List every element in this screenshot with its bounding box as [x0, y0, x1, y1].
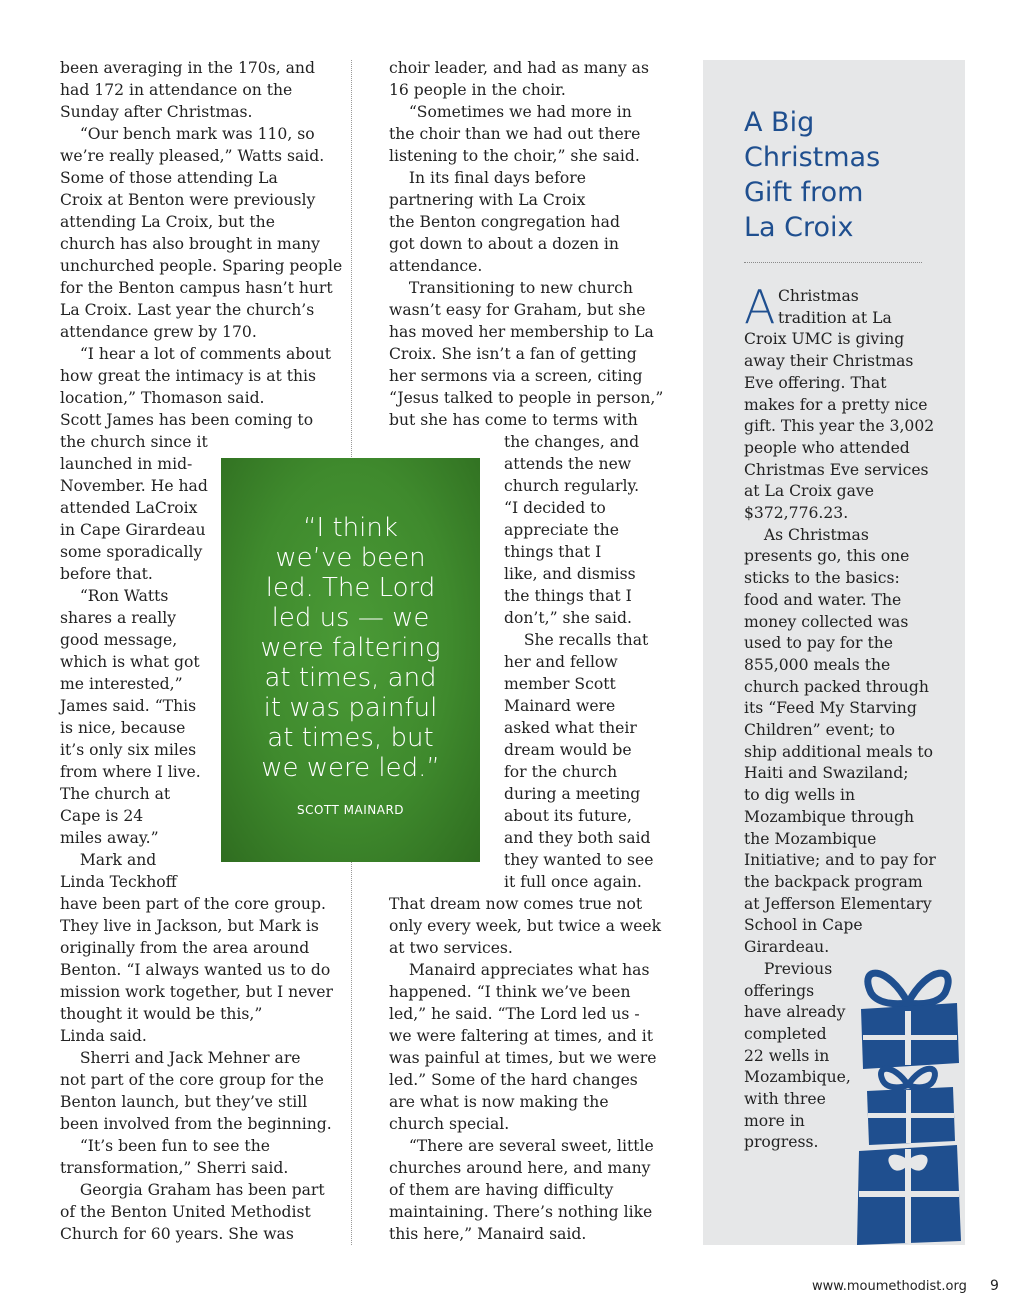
article-line: Church for 60 years. She was — [60, 1225, 294, 1243]
article-line: “Sometimes we had more in — [389, 103, 632, 121]
sidebar-line: 22 wells in — [744, 1046, 830, 1065]
gift-stack-icon — [853, 945, 963, 1245]
sidebar-line: the backpack program — [744, 872, 923, 891]
article-line: “I hear a lot of comments about — [60, 345, 332, 363]
article-line: have been part of the core group. — [60, 895, 326, 913]
article-line: and they both said — [504, 829, 651, 847]
article-line: mission work together, but I never — [60, 983, 333, 1001]
article-line: wasn’t easy for Graham, but she — [389, 301, 646, 319]
pull-quote-line: at times, and — [264, 663, 437, 693]
article-line: appreciate the — [504, 521, 619, 539]
sidebar-line: Children” event; to — [744, 721, 896, 740]
article-line: Benton launch, but they’ve still — [60, 1093, 308, 1111]
article-line: things that I — [504, 543, 602, 561]
sidebar-line: tradition at La — [778, 308, 892, 327]
pull-quote-line: at times, but — [267, 723, 434, 753]
article-line: for the Benton campus hasn’t hurt — [60, 279, 333, 297]
article-line: like, and dismiss — [504, 565, 636, 583]
article-line: is nice, because — [60, 719, 186, 737]
article-line: but she has come to terms with — [389, 411, 638, 429]
sidebar-line: sticks to the basics: — [744, 569, 900, 588]
sidebar-line: Mozambique through — [744, 807, 915, 826]
article-line: Mark and — [60, 851, 157, 869]
sidebar-line: presents go, this one — [744, 547, 910, 566]
article-line: from where I live. — [60, 763, 201, 781]
footer-url: www.moumethodist.org — [812, 1279, 967, 1294]
article-line: November. He had — [60, 477, 208, 495]
article-line: Croix. She isn’t a fan of getting — [389, 345, 637, 363]
sidebar-line: money collected was — [744, 612, 909, 631]
article-line: got down to about a dozen in — [389, 235, 619, 253]
article-line: Sunday after Christmas. — [60, 103, 253, 121]
article-line: member Scott — [504, 675, 616, 693]
article-line: That dream now comes true not — [389, 895, 643, 913]
page-number: 9 — [990, 1278, 999, 1294]
article-line: during a meeting — [504, 785, 641, 803]
article-line: happened. “I think we’ve been — [389, 983, 631, 1001]
article-line: attending La Croix, but the — [60, 213, 275, 231]
sidebar-line: the Mozambique — [744, 829, 877, 848]
article-line: the church since it — [60, 433, 208, 451]
article-line: me interested,” — [60, 675, 183, 693]
article-line: attendance. — [389, 257, 483, 275]
article-line: Croix at Benton were previously — [60, 191, 316, 209]
sidebar-line: people who attended — [744, 438, 910, 457]
sidebar-line: 855,000 meals the — [744, 655, 891, 674]
sidebar-line: progress. — [744, 1133, 819, 1152]
article-line: “It’s been fun to see the — [60, 1137, 270, 1155]
article-line: Cape is 24 — [60, 807, 144, 825]
drop-cap: A — [744, 280, 776, 334]
sidebar-line: Christmas — [778, 287, 859, 305]
article-line: good message, — [60, 631, 178, 649]
sidebar-line: makes for a pretty nice — [744, 395, 928, 414]
article-line: of the Benton United Methodist — [60, 1203, 311, 1221]
article-line: “I decided to — [504, 499, 606, 517]
article-line: been involved from the beginning. — [60, 1115, 332, 1133]
article-line: transformation,” Sherri said. — [60, 1159, 289, 1177]
article-line: partnering with La Croix — [389, 191, 586, 209]
article-line: originally from the area around — [60, 939, 310, 957]
article-line: “Ron Watts — [60, 587, 169, 605]
article-line: shares a really — [60, 609, 177, 627]
article-line: choir leader, and had as many as — [389, 59, 649, 77]
pull-quote-line: we’ve been — [275, 543, 426, 573]
sidebar-line: with three — [744, 1090, 826, 1109]
sidebar-line: at Jefferson Elementary — [744, 894, 932, 913]
article-line: had 172 in attendance on the — [60, 81, 293, 99]
article-line: her and fellow — [504, 653, 618, 671]
article-line: Transitioning to new church — [389, 279, 633, 297]
sidebar-line: offerings — [744, 981, 815, 1000]
article-line: led,” he said. “The Lord led us - — [389, 1005, 640, 1023]
article-line: listening to the choir,” she said. — [389, 147, 640, 165]
article-line: La Croix. Last year the church’s — [60, 301, 315, 319]
article-line: dream would be — [504, 741, 632, 759]
article-line: In its final days before — [389, 169, 586, 187]
article-line: they wanted to see — [504, 851, 654, 869]
article-line: church regularly. — [504, 477, 640, 495]
article-line: this here,” Manaird said. — [389, 1225, 587, 1243]
article-line: before that. — [60, 565, 153, 583]
article-line: the changes, and — [504, 433, 640, 451]
article-line: her sermons via a screen, citing — [389, 367, 643, 385]
pull-quote-credit: SCOTT MAINARD — [296, 803, 405, 817]
sidebar-line: have already — [744, 1003, 846, 1022]
pull-quote-line: were faltering — [260, 633, 441, 663]
sidebar-line: to dig wells in — [744, 786, 856, 805]
article-line: at two services. — [389, 939, 513, 957]
article-line: Manaird appreciates what has — [389, 961, 650, 979]
article-line: Georgia Graham has been part — [60, 1181, 325, 1199]
article-line: attends the new — [504, 455, 632, 473]
article-line: unchurched people. Sparing people — [60, 257, 343, 275]
article-line: Scott James has been coming to — [60, 411, 314, 429]
sidebar-line: away their Christmas — [744, 352, 914, 371]
article-line: led.” Some of the hard changes — [389, 1071, 638, 1089]
article-line: Mainard were — [504, 697, 616, 715]
sidebar-line: completed — [744, 1024, 827, 1043]
sidebar-line: Haiti and Swaziland; — [744, 764, 909, 783]
sidebar-title-line: A Big — [744, 107, 815, 138]
pull-quote-line: led. The Lord — [265, 573, 436, 603]
sidebar-line: Girardeau. — [744, 938, 830, 957]
article-line: location,” Thomason said. — [60, 389, 265, 407]
article-line: Linda Teckhoff — [60, 873, 177, 891]
article-line: has moved her membership to La — [389, 323, 654, 341]
sidebar-line: Previous — [744, 959, 833, 978]
pull-quote-line: we were led.” — [261, 753, 440, 783]
article-line: Linda said. — [60, 1027, 147, 1045]
sidebar-line: used to pay for the — [744, 634, 893, 653]
article-line: The church at — [60, 785, 171, 803]
sidebar-line: $372,776.23. — [744, 504, 849, 523]
article-line: for the church — [504, 763, 618, 781]
article-line: which is what got — [60, 653, 200, 671]
pull-quote-line: it was painful — [263, 693, 438, 723]
sidebar-line: As Christmas — [744, 525, 869, 544]
sidebar-line: Initiative; and to pay for — [744, 851, 936, 870]
pull-quote-text — [221, 513, 480, 783]
sidebar-line: more in — [744, 1111, 805, 1130]
article-line: are what is now making the — [389, 1093, 609, 1111]
article-line: miles away.” — [60, 829, 159, 847]
article-line: They live in Jackson, but Mark is — [60, 917, 319, 935]
article-line: launched in mid- — [60, 455, 193, 473]
article-line: James said. “This — [60, 697, 197, 715]
sidebar-line: food and water. The — [744, 590, 902, 609]
sidebar-title-line: Christmas — [744, 142, 881, 173]
pull-quote-line: “I think — [303, 513, 398, 543]
article-line: it full once again. — [504, 873, 642, 891]
article-line: Sherri and Jack Mehner are — [60, 1049, 301, 1067]
article-line: She recalls that — [504, 631, 649, 649]
sidebar-line: church packed through — [744, 677, 929, 696]
article-line: “There are several sweet, little — [389, 1137, 654, 1155]
pull-quote — [221, 458, 480, 862]
sidebar-line: Eve offering. That — [744, 373, 887, 392]
article-line: we’re really pleased,” Watts said. — [60, 147, 325, 165]
sidebar-line: Croix UMC is giving — [744, 330, 905, 349]
article-line: churches around here, and many — [389, 1159, 651, 1177]
article-line: been averaging in the 170s, and — [60, 59, 315, 77]
article-line: of them are having difficulty — [389, 1181, 614, 1199]
sidebar-box — [703, 60, 965, 1245]
sidebar-line: ship additional meals to — [744, 742, 934, 761]
article-line: thought it would be this,” — [60, 1005, 263, 1023]
article-line: don’t,” she said. — [504, 609, 632, 627]
article-line: the Benton congregation had — [389, 213, 620, 231]
article-line: Some of those attending La — [60, 169, 278, 187]
sidebar-line: at La Croix gave — [744, 482, 874, 501]
sidebar-line: its “Feed My Starving — [744, 699, 917, 718]
article-line: in Cape Girardeau — [60, 521, 206, 539]
sidebar-title-divider — [744, 262, 922, 263]
article-line: how great the intimacy is at this — [60, 367, 317, 385]
sidebar-title-line: La Croix — [744, 212, 854, 243]
article-line: attendance grew by 170. — [60, 323, 257, 341]
article-line: asked what their — [504, 719, 637, 737]
article-line: only every week, but twice a week — [389, 917, 662, 935]
sidebar-line: gift. This year the 3,002 — [744, 417, 935, 436]
article-line: the choir than we had out there — [389, 125, 641, 143]
pull-quote-line: led us — we — [271, 603, 430, 633]
article-line: we were faltering at times, and it — [389, 1027, 653, 1045]
article-line: some sporadically — [60, 543, 203, 561]
article-line: church has also brought in many — [60, 235, 320, 253]
article-line: it’s only six miles — [60, 741, 197, 759]
sidebar-title — [744, 105, 880, 245]
article-line: was painful at times, but we were — [389, 1049, 657, 1067]
article-line: attended LaCroix — [60, 499, 198, 517]
sidebar-line: Christmas Eve services — [744, 460, 929, 479]
article-line: church special. — [389, 1115, 510, 1133]
article-line: maintaining. There’s nothing like — [389, 1203, 653, 1221]
article-line: “Our bench mark was 110, so — [60, 125, 315, 143]
article-line: “Jesus talked to people in person,” — [389, 389, 664, 407]
article-line: about its future, — [504, 807, 632, 825]
article-line: Benton. “I always wanted us to do — [60, 961, 331, 979]
article-line: not part of the core group for the — [60, 1071, 324, 1089]
sidebar-title-line: Gift from — [744, 177, 864, 208]
sidebar-line: Mozambique, — [744, 1068, 851, 1087]
sidebar-line: School in Cape — [744, 916, 863, 935]
article-line: the things that I — [504, 587, 632, 605]
article-line: 16 people in the choir. — [389, 81, 566, 99]
